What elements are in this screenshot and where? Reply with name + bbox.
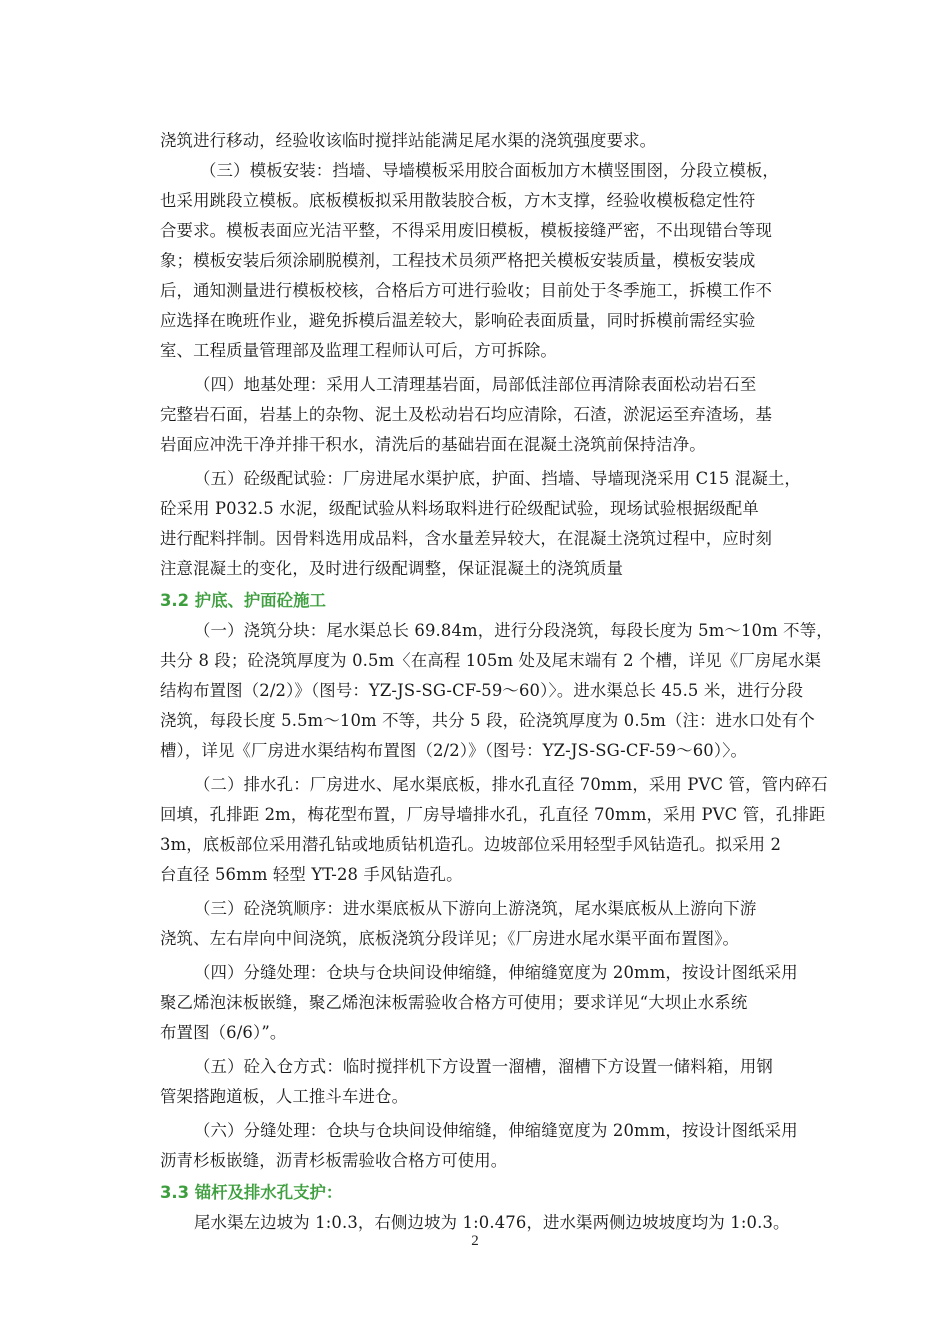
paragraph-formwork-line: 后，通知测量进行模板校核，合格后方可进行验收；目前处于冬季施工，拆模工作不 [160, 281, 773, 300]
paragraph-joint-treatment-2-line: （六）分缝处理：仓块与仓块间设伸缩缝，伸缩缝宽度为 20mm，按设计图纸采用 [194, 1121, 798, 1140]
paragraph-joint-treatment-line: 聚乙烯泡沫板嵌缝，聚乙烯泡沫板需验收合格方可使用；要求详见“大坝止水系统 [160, 993, 748, 1012]
page-body [160, 126, 840, 1238]
paragraph-placement-method-line: 管架搭跑道板，人工推斗车进仓。 [160, 1087, 409, 1106]
paragraph-mix-test-line: 进行配料拌制。因骨料选用成品料，含水量差异较大，在混凝土浇筑过程中，应时刻 [160, 529, 773, 548]
paragraph-mix-test-line: 砼采用 P032.5 水泥，级配试验从料场取料进行砼级配试验，现场试验根据级配单 [160, 499, 759, 518]
paragraph-pouring-blocks-line: 浇筑，每段长度 5.5m～10m 不等，共分 5 段，砼浇筑厚度为 0.5m（注：进水口处有个 [160, 711, 815, 730]
paragraph-formwork-line: 应选择在晚班作业，避免拆模后温差较大，影响砼表面质量，同时拆模前需经实验 [160, 311, 756, 330]
paragraph-pouring-blocks-line: 共分 8 段；砼浇筑厚度为 0.5m〈在高程 105m 处及尾末端有 2 个槽，详见《厂房尾水渠 [160, 651, 822, 670]
paragraph-placement-method-line: （五）砼入仓方式：临时搅拌机下方设置一溜槽，溜槽下方设置一储料箱，用钢 [194, 1057, 773, 1076]
paragraph-pour-order-line: 浇筑、左右岸向中间浇筑，底板浇筑分段详见；《厂房进水尾水渠平面布置图》。 [160, 929, 740, 948]
paragraph-joint-treatment-line: 布置图（6/6）”。 [160, 1023, 287, 1042]
page-number: 2 [471, 1233, 479, 1249]
paragraph-foundation-line: 完整岩石面，岩基上的杂物、泥土及松动岩石均应清除，石渣，淤泥运至弃渣场，基 [160, 405, 773, 424]
paragraph-foundation-line: 岩面应冲洗干净并排干积水，清洗后的基础岩面在混凝土浇筑前保持洁净。 [160, 435, 706, 454]
paragraph-formwork-line: 也采用跳段立模板。底板模板拟采用散装胶合板，方木支撑，经验收模板稳定性符 [160, 191, 756, 210]
paragraph-pouring-blocks-line: 结构布置图（2/2）》（图号：YZ-JS-SG-CF-59～60）〉。进水渠总长 45.5 米，进行分段 [160, 681, 804, 700]
paragraph-drain-holes-line: （二）排水孔：厂房进水、尾水渠底板，排水孔直径 70mm，采用 PVC 管，管内碎石 [194, 775, 828, 794]
text-line: 浇筑进行移动，经验收该临时搅拌站能满足尾水渠的浇筑强度要求。 [160, 131, 657, 150]
paragraph-drain-holes-line: 3m，底板部位采用潜孔钻或地质钻机造孔。边坡部位采用轻型手风钻造孔。拟采用 2 [160, 835, 782, 854]
paragraph-joint-treatment-2-line: 沥青杉板嵌缝，沥青杉板需验收合格方可使用。 [160, 1151, 508, 1170]
paragraph-pouring-blocks-line: 槽），详见《厂房进水渠结构布置图（2/2）》（图号：YZ-JS-SG-CF-59～60）〉。 [160, 741, 748, 760]
paragraph-pour-order-line: （三）砼浇筑顺序：进水渠底板从下游向上游浇筑，尾水渠底板从上游向下游 [194, 899, 757, 918]
section-heading-3-2: 3.2 护底、护面砼施工 [160, 591, 326, 610]
section-heading-3-3: 3.3 锚杆及排水孔支护： [160, 1183, 343, 1202]
paragraph-joint-treatment-line: （四）分缝处理：仓块与仓块间设伸缩缝，伸缩缝宽度为 20mm，按设计图纸采用 [194, 963, 798, 982]
paragraph-mix-test-line: 注意混凝土的变化，及时进行级配调整，保证混凝土的浇筑质量 [160, 559, 624, 578]
paragraph-mix-test-line: （五）砼级配试验：厂房进尾水渠护底，护面、挡墙、导墙现浇采用 C15 混凝土， [194, 469, 801, 488]
paragraph-pouring-blocks-line: （一）浇筑分块：尾水渠总长 69.84m，进行分段浇筑，每段长度为 5m～10m 不等， [194, 621, 833, 640]
paragraph-formwork-line: 象；模板安装后须涂刷脱模剂，工程技术员须严格把关模板安装质量，模板安装成 [160, 251, 756, 270]
paragraph-formwork-line: 室、工程质量管理部及监理工程师认可后，方可拆除。 [160, 341, 557, 360]
paragraph-formwork-line: （三）模板安装：挡墙、导墙模板采用胶合面板加方木横竖围囹，分段立模板， [200, 161, 779, 180]
paragraph-drain-holes-line: 回填，孔排距 2m，梅花型布置，厂房导墙排水孔，孔直径 70mm，采用 PVC 管，孔排距 [160, 805, 826, 824]
paragraph-drain-holes-line: 台直径 56mm 轻型 YT-28 手风钻造孔。 [160, 865, 463, 884]
paragraph-formwork-line: 合要求。模板表面应光洁平整，不得采用废旧模板，模板接缝严密，不出现错台等现 [160, 221, 773, 240]
paragraph-slope-line: 尾水渠左边坡为 1:0.3，右侧边坡为 1:0.476，进水渠两侧边坡坡度均为 1:0.3。 [194, 1213, 790, 1232]
paragraph-foundation-line: （四）地基处理：采用人工清理基岩面，局部低洼部位再清除表面松动岩石至 [194, 375, 757, 394]
